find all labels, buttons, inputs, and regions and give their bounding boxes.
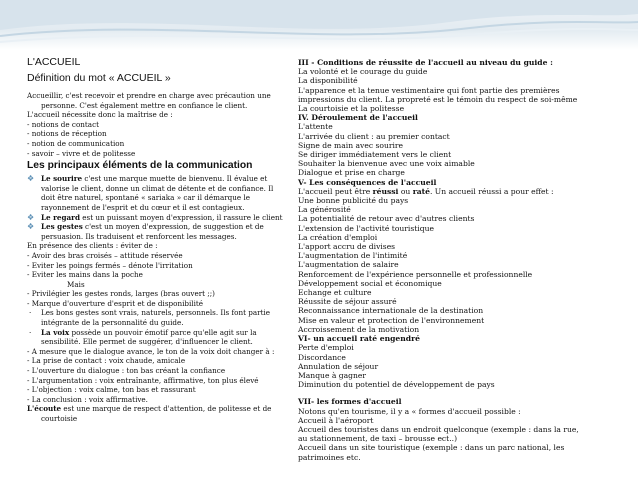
dot-term: La voix (41, 327, 70, 337)
header-band (0, 0, 638, 50)
section7-line: Accueil des touristes dans un endroit quelconque (exemple : dans la rue, (298, 424, 579, 434)
section5-line: Reconnaissance internationale de la destination (298, 306, 484, 316)
bullet-icon: ❖ (27, 174, 35, 184)
section4-line: L'attente (298, 122, 333, 132)
presence-line: - Eviter les poings fermés – dénote l'irritation (27, 260, 193, 270)
presence-line: En présence des clients : éviter de : (27, 241, 158, 251)
ecoute-term: L'écoute (27, 404, 62, 414)
bullet-text: c'est un moyen d'expression, de suggestion et de (82, 222, 264, 232)
left-column (27, 50, 295, 424)
bullet-term: Le sourire (41, 174, 83, 184)
bullet-icon: ❖ (27, 222, 35, 232)
bullet-continuation: valorise le client, donne un climat de détente et de confiance. Il (41, 183, 274, 193)
after-mais-line: - Privilégier les gestes ronds, larges (bras ouvert ;;) (27, 289, 215, 299)
maitrise-line: - savoir – vivre et de politesse (27, 148, 136, 158)
section5-line: L'apport accru de divises (298, 242, 396, 252)
section4-line: Se diriger immédiatement vers le client (298, 150, 452, 160)
section3-line: La volonté et le courage du guide (298, 67, 428, 77)
section6-line: Annulation de séjour (298, 361, 379, 371)
section5-line: Renforcement de l'expérience personnelle et professionnelle (298, 269, 533, 279)
section7-line: au stationnement, de taxi – brousse ect..) (298, 434, 458, 444)
section5-title: V- Les conséquences de l'accueil (298, 177, 437, 187)
bullet-continuation: rayonnement de l'esprit et du cœur et il est contagieux. (41, 202, 245, 212)
section5-line: L'augmentation de l'intimité (298, 251, 408, 261)
maitrise-line: - notions de contact (27, 119, 99, 129)
section6-title: VI- un accueil raté engendré (298, 334, 420, 344)
section6-line: Manque à gagner (298, 370, 367, 380)
section5-line: La création d'emploi (298, 232, 378, 242)
bullet-regard (27, 213, 295, 223)
right-column (298, 58, 616, 462)
presence-line: - Eviter les mains dans la poche (27, 270, 143, 280)
dot-item-voix (27, 328, 295, 338)
section5-line: La générosité (298, 205, 351, 215)
bullet-term: Les gestes (41, 222, 83, 232)
dot-text: possède un pouvoir émotif parce qu'elle agit sur la (69, 327, 257, 337)
dot-text: Les bons gestes sont vrais, naturels, personnels. Ils font partie (41, 308, 271, 318)
mais-line: Mais (67, 279, 85, 289)
section5-line: Mise en valeur et protection de l'environnement (298, 315, 485, 325)
dialogue-line: - L'argumentation : voix entraînante, affirmative, ton plus élevé (27, 375, 259, 385)
dialogue-line: - A mesure que le dialogue avance, le ton de la voix doit changer à : (27, 346, 275, 356)
section3-title: III - Conditions de réussite de l'accueil au niveau du guide : (298, 58, 553, 67)
section3-line: L'apparence et la tenue vestimentaire qui font partie des premières (298, 85, 560, 95)
section5-line: L'augmentation de salaire (298, 260, 399, 270)
dot-icon: · (29, 327, 32, 337)
section4-line: L'arrivée du client : au premier contact (298, 131, 450, 141)
intro-text: . Un accueil réussi a pour effet : (429, 186, 554, 196)
section5-line: La potentialité de retour avec d'autres clients (298, 214, 475, 224)
principaux-title: Les principaux éléments de la communication (27, 160, 253, 172)
section7-line: Accueil à l'aéroport (298, 415, 374, 425)
section5-line: Echange et culture (298, 288, 372, 298)
dot-icon: · (29, 308, 32, 318)
section3-line: impressions du client. La propreté est le témoin du respect de soi-même (298, 94, 578, 104)
section7-line: Notons qu'en tourisme, il y a « formes d'accueil possible : (298, 406, 521, 416)
maitrise-line: - notions de réception (27, 129, 107, 139)
section6-line: Discordance (298, 352, 346, 362)
section4-line: Dialogue et prise en charge (298, 168, 405, 178)
bullet-continuation: doit être naturel, spontané « sariaka » car il démarque le (41, 193, 250, 203)
dialogue-line: - L'objection : voix calme, ton bas et rassurant (27, 385, 196, 395)
section5-line: Accroissement de la motivation (298, 324, 420, 334)
section7-line: patrimoines etc. (298, 452, 361, 462)
section5-line: Réussite de séjour assuré (298, 297, 397, 307)
dialogue-line: - L'ouverture du dialogue : ton bas créant la confiance (27, 366, 226, 376)
bullet-term: Le regard (41, 212, 80, 222)
ecoute-line (27, 404, 295, 414)
dot-continuation: sensibilité. Elle permet de suggérer, d'influencer le client. (41, 337, 253, 347)
ecoute-continuation: courtoisie (41, 414, 78, 423)
dialogue-line: - La prise de contact : voix chaude, amicale (27, 356, 186, 366)
dot-item-gestes-naturels (27, 308, 295, 318)
section3-line: La courtoisie et la politesse (298, 104, 405, 114)
intro-bold: raté (412, 186, 430, 196)
bullet-gestes (27, 222, 295, 232)
section4-line: Signe de main avec sourire (298, 140, 404, 150)
bullet-sourire (27, 174, 295, 184)
intro-bold: réussi (372, 186, 399, 196)
maitrise-line: L'accueil nécessite donc la maîtrise de : (27, 110, 173, 120)
section5-line: Une bonne publicité du pays (298, 196, 409, 206)
section7-line: Accueil dans un site touristique (exemple : dans un parc national, les (298, 443, 565, 453)
maitrise-line: - notion de communication (27, 138, 125, 148)
bullet-text: est un puissant moyen d'expression, il rassure le client (79, 212, 283, 222)
section5-line: L'extension de l'activité touristique (298, 223, 434, 233)
definition-line: Accueillir, c'est recevoir et prendre en charge avec précaution une (27, 91, 271, 100)
dialogue-line: - La conclusion : voix affirmative. (27, 394, 148, 404)
section5-intro (298, 187, 616, 196)
definition-line: personne. C'est également mettre en confiance le client. (41, 100, 248, 110)
decorative-wave (0, 0, 638, 50)
after-mais-line: - Marque d'ouverture d'esprit et de disponibilité (27, 298, 204, 308)
presence-line: - Avoir des bras croisés – attitude réservée (27, 250, 183, 260)
intro-text: L'accueil peut être (298, 186, 373, 196)
bullet-continuation: persuasion. Ils traduisent et renforcent les messages. (41, 231, 237, 241)
section6-line: Diminution du potentiel de développement de pays (298, 380, 495, 390)
page-title: L'ACCUEIL (27, 56, 81, 68)
definition-title: Définition du mot « ACCUEIL » (27, 72, 171, 84)
ecoute-text: est une marque de respect d'attention, de politesse et de (61, 404, 272, 414)
bullet-text: c'est une marque muette de bienvenu. Il évalue et (82, 174, 268, 184)
section6-line: Perte d'emploi (298, 343, 354, 353)
section7-title: VII- les formes d'accueil (298, 397, 402, 407)
intro-text: ou (398, 186, 413, 196)
section4-line: Souhaiter la bienvenue avec une voix aimable (298, 159, 475, 169)
dot-continuation: intégrante de la personnalité du guide. (41, 318, 184, 328)
section5-line: Développement social et économique (298, 278, 442, 288)
section3-line: La disponibilité (298, 76, 358, 86)
section4-title: IV. Déroulement de l'accueil (298, 113, 418, 123)
bullet-icon: ❖ (27, 212, 35, 222)
